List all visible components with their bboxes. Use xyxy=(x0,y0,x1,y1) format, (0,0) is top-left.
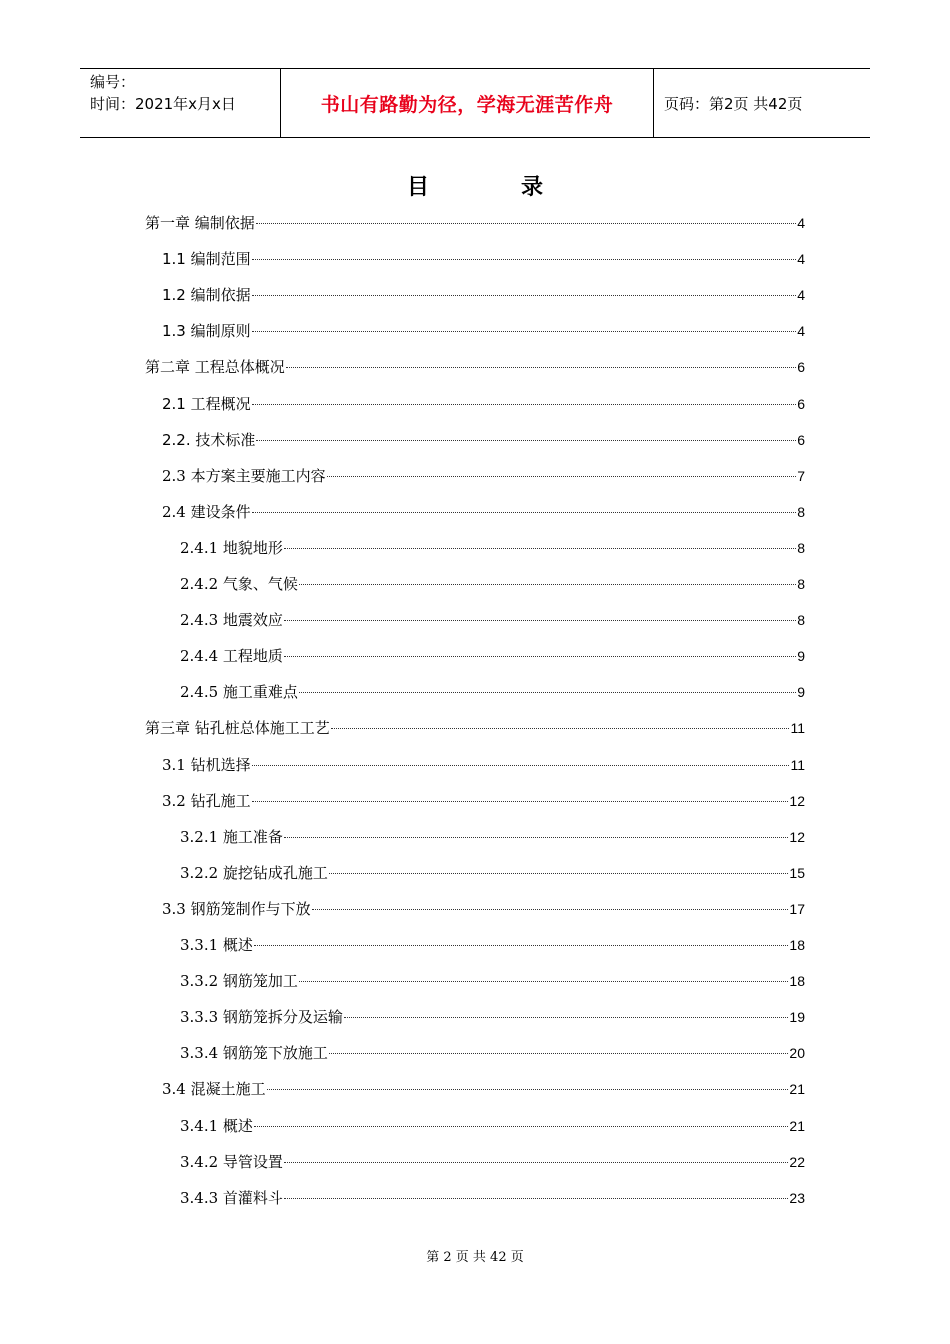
toc-entry[interactable] xyxy=(180,970,805,992)
toc-entry[interactable] xyxy=(180,1187,805,1209)
toc-leader-dots xyxy=(252,765,790,766)
toc-title xyxy=(0,170,950,201)
toc-entry-page: 20 xyxy=(789,1045,805,1062)
toc-entry-page: 4 xyxy=(797,215,805,231)
toc-entry-label: 2.4.5 施工重难点 xyxy=(180,683,298,702)
toc-entry-page: 23 xyxy=(789,1189,805,1206)
toc-entry-label: 3.4.3 首灌料斗 xyxy=(180,1188,283,1207)
toc-entry-page: 11 xyxy=(790,720,805,737)
toc-entry[interactable] xyxy=(180,609,805,631)
toc-leader-dots xyxy=(256,223,796,224)
toc-entry-label: 3.1 钻机选择 xyxy=(162,755,251,774)
toc-entry[interactable] xyxy=(180,862,805,884)
toc-leader-dots xyxy=(329,873,788,874)
toc-entry[interactable] xyxy=(180,537,805,559)
toc-entry-page: 9 xyxy=(797,684,805,701)
toc-entry[interactable] xyxy=(162,1078,805,1100)
serial-number-label: 编号： xyxy=(90,73,136,91)
toc-entry-page: 6 xyxy=(797,395,805,412)
toc-leader-dots xyxy=(299,584,796,585)
toc-entry-page: 21 xyxy=(789,1081,805,1098)
toc-leader-dots xyxy=(267,1089,789,1090)
toc-leader-dots xyxy=(327,476,797,477)
motto-text: 书山有路勤为径，学海无涯苦作舟 xyxy=(320,93,614,116)
toc-entry-label: 2.4.3 地震效应 xyxy=(180,611,283,630)
toc-entry[interactable] xyxy=(162,898,805,920)
toc-leader-dots xyxy=(312,909,789,910)
toc-entry-page: 7 xyxy=(797,467,805,484)
toc-entry-page: 8 xyxy=(797,576,805,592)
toc-leader-dots xyxy=(331,728,790,729)
toc-entry-label: 2.4.2 气象、气候 xyxy=(180,575,298,593)
toc-leader-dots xyxy=(252,259,797,260)
toc-entry-label: 1.1 编制范围 xyxy=(162,250,251,269)
toc-entry-page: 9 xyxy=(797,648,805,665)
toc-leader-dots xyxy=(299,692,796,693)
toc-entry-label: 3.3.3 钢筋笼拆分及运输 xyxy=(180,1008,343,1027)
toc-entry-page: 4 xyxy=(797,323,805,340)
toc-entry-page: 4 xyxy=(797,251,805,268)
toc-entry-page: 8 xyxy=(797,539,805,556)
toc-entry-label: 2.1 工程概况 xyxy=(162,394,251,413)
toc-entry-page: 6 xyxy=(797,359,805,376)
toc-entry-page: 11 xyxy=(790,756,805,773)
toc-entry-label: 1.2 编制依据 xyxy=(162,286,251,305)
toc-entry[interactable] xyxy=(180,1006,805,1028)
toc-entry[interactable] xyxy=(162,429,805,451)
header-meta xyxy=(80,69,281,137)
toc-entry-page: 6 xyxy=(797,431,805,448)
toc-entry[interactable] xyxy=(180,1042,805,1064)
toc-leader-dots xyxy=(252,801,789,802)
toc-entry[interactable] xyxy=(180,1151,805,1173)
toc-entry[interactable] xyxy=(162,465,805,487)
date-label: 时间：2021年x月x日 xyxy=(90,95,236,113)
page-footer: 第 2 页 共 42 页 xyxy=(426,1250,524,1265)
toc-entry-page: 21 xyxy=(789,1117,805,1134)
toc-entry-label: 3.4.1 概述 xyxy=(180,1116,253,1135)
toc-entry[interactable] xyxy=(162,393,805,415)
toc-entry-page: 12 xyxy=(789,792,805,809)
toc-entry-label: 3.4 混凝土施工 xyxy=(162,1080,266,1099)
toc-entry-page: 19 xyxy=(789,1009,805,1026)
toc-entry-page: 18 xyxy=(789,937,805,953)
toc-entry-label: 3.2.2 旋挖钻成孔施工 xyxy=(180,863,328,882)
toc-entry-label: 3.4.2 导管设置 xyxy=(180,1152,283,1171)
toc-entry-label: 第三章 钻孔桩总体施工工艺 xyxy=(145,719,330,738)
toc-entry-label: 第二章 工程总体概况 xyxy=(145,358,285,377)
toc-leader-dots xyxy=(284,620,796,621)
toc-entry[interactable] xyxy=(180,1115,805,1137)
toc-leader-dots xyxy=(254,1126,788,1127)
toc-entry-label: 第一章 编制依据 xyxy=(145,214,255,232)
toc-leader-dots xyxy=(252,404,797,405)
toc-entry[interactable] xyxy=(180,934,805,956)
toc-entry-page: 17 xyxy=(789,900,805,917)
toc-leader-dots xyxy=(284,1162,788,1163)
toc-entry[interactable] xyxy=(180,645,805,667)
toc-leader-dots xyxy=(284,548,796,549)
toc-leader-dots xyxy=(286,367,796,368)
toc-leader-dots xyxy=(329,1053,788,1054)
toc-entry-label: 2.4.4 工程地质 xyxy=(180,647,283,666)
toc-entry-label: 1.3 编制原则 xyxy=(162,322,251,341)
toc-title-part2: 录 xyxy=(521,174,544,200)
page-header xyxy=(80,68,870,138)
toc-entry-page: 8 xyxy=(797,503,805,520)
toc-entry-page: 22 xyxy=(789,1153,805,1170)
toc-leader-dots xyxy=(252,331,797,332)
toc-entry-page: 8 xyxy=(797,612,805,629)
toc-entry-label: 2.3 本方案主要施工内容 xyxy=(162,466,326,485)
toc-entry-page: 4 xyxy=(797,287,805,304)
toc-entry-page: 18 xyxy=(789,973,805,990)
toc-entry-label: 3.3.2 钢筋笼加工 xyxy=(180,972,298,991)
toc-entry[interactable] xyxy=(162,248,805,270)
toc-entry[interactable] xyxy=(180,826,805,848)
toc-entry[interactable] xyxy=(145,212,805,234)
toc-leader-dots xyxy=(284,656,796,657)
toc-leader-dots xyxy=(284,837,788,838)
toc-leader-dots xyxy=(299,981,788,982)
toc-title-part1: 目 xyxy=(406,174,429,200)
toc-entry-label: 3.2 钻孔施工 xyxy=(162,791,251,810)
toc-entry[interactable] xyxy=(180,681,805,703)
toc-entry-label: 2.4.1 地貌地形 xyxy=(180,538,283,557)
toc-leader-dots xyxy=(252,512,797,513)
toc-entry[interactable] xyxy=(145,356,805,378)
toc-entry-label: 3.3.4 钢筋笼下放施工 xyxy=(180,1044,328,1063)
toc-entry-label: 2.4 建设条件 xyxy=(162,502,251,521)
toc-entry[interactable] xyxy=(180,573,805,595)
toc-entry-label: 3.3 钢筋笼制作与下放 xyxy=(162,899,311,918)
toc-entry-page: 12 xyxy=(789,828,805,845)
toc-entry[interactable] xyxy=(162,790,805,812)
toc-leader-dots xyxy=(284,1198,788,1199)
toc-entry-label: 3.3.1 概述 xyxy=(180,936,253,954)
toc-entry[interactable] xyxy=(162,284,805,306)
toc-entry-label: 3.2.1 施工准备 xyxy=(180,827,283,846)
toc-leader-dots xyxy=(256,440,796,441)
toc-entry[interactable] xyxy=(162,501,805,523)
page-info: 页码：第2页 共42页 xyxy=(664,94,803,113)
header-page-cell xyxy=(654,69,870,137)
toc-entry[interactable] xyxy=(162,754,805,776)
header-motto-cell xyxy=(281,69,654,137)
toc-entry[interactable] xyxy=(145,717,805,739)
toc-leader-dots xyxy=(344,1017,788,1018)
toc-leader-dots xyxy=(254,945,788,946)
toc-entry-page: 15 xyxy=(789,864,805,881)
toc-leader-dots xyxy=(252,295,797,296)
toc-entry-label: 2.2. 技术标准 xyxy=(162,430,256,449)
toc-entry[interactable] xyxy=(162,320,805,342)
